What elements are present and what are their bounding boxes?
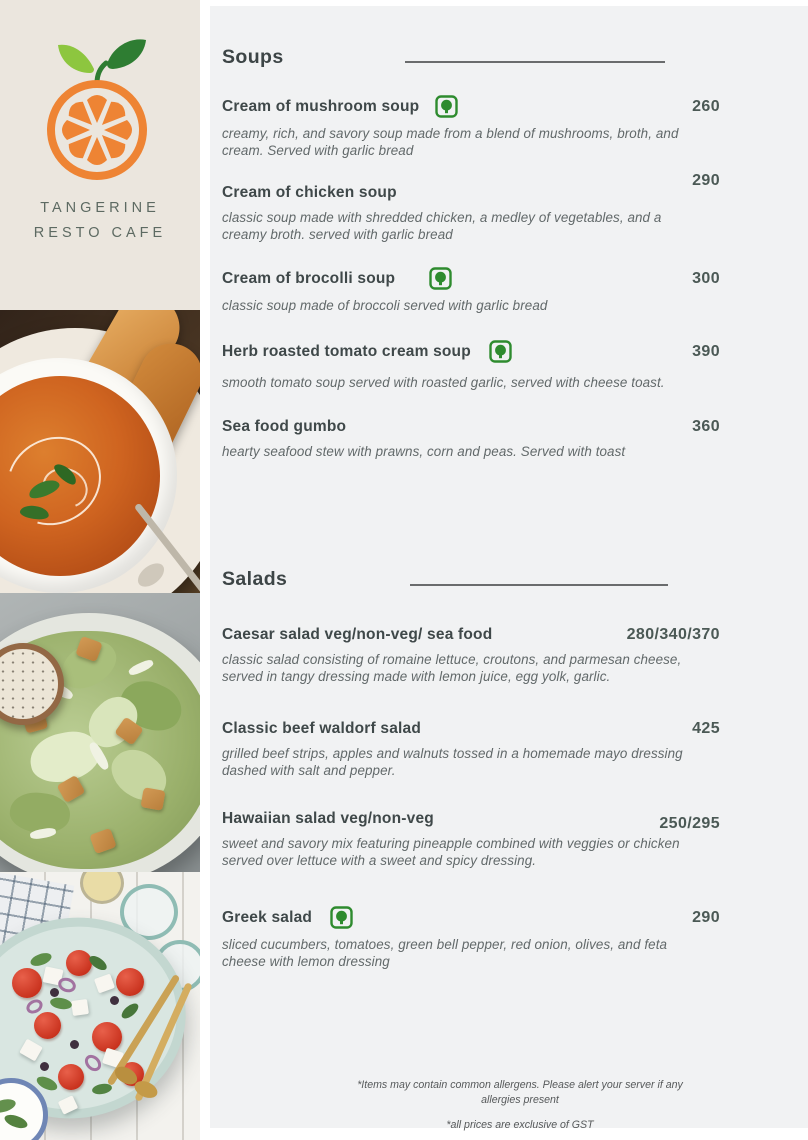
item-description: classic soup made with shredded chicken, a medley of vegetables, and a creamy broth. served with garlic bread [222, 210, 662, 243]
item-price: 250/295 [659, 815, 720, 832]
tomato [12, 968, 42, 998]
gst-note: *all prices are exclusive of GST [446, 1118, 594, 1131]
veg-icon [429, 267, 452, 290]
menu-item-cream-of-chicken-soup [222, 172, 720, 244]
brand-name-line1: TANGERINE [40, 200, 160, 216]
brand-name-line2: RESTO CAFE [33, 225, 167, 242]
item-price: 290 [692, 908, 720, 926]
tomato [116, 968, 144, 996]
drink-glass [80, 872, 124, 904]
item-name: Sea food gumbo [222, 418, 347, 435]
menu-item-classic-beef-waldorf-salad [222, 720, 720, 780]
item-description: classic salad consisting of romaine lettuce, croutons, and parmesan cheese, served in tangy dressing made with lemon juice, egg yolk, garlic. [222, 652, 682, 685]
item-name: Cream of mushroom soup [222, 97, 420, 115]
section-title-soups: Soups [222, 46, 284, 68]
menu-item-sea-food-gumbo [222, 418, 720, 460]
feta-cube [71, 999, 89, 1016]
allergen-note: *Items may contain common allergens. Please alert your server if any allergies present [357, 1079, 683, 1107]
item-description: sliced cucumbers, tomatoes, green bell pepper, red onion, olives, and feta cheese with lemon dressing [222, 937, 668, 970]
item-description: creamy, rich, and savory soup made from a blend of mushrooms, broth, and cream. Served with garlic bread [222, 126, 679, 159]
menu-item-caesar-salad [222, 626, 720, 686]
veg-icon [435, 95, 458, 118]
item-description: sweet and savory mix featuring pineapple combined with veggies or chicken served over lettuce with a sweet and spicy dressing. [222, 836, 680, 869]
menu-item-cream-of-mushroom-soup [222, 95, 720, 160]
menu-item-cream-of-brocolli-soup [222, 267, 720, 314]
menu-item-herb-roasted-tomato-cream-soup [222, 340, 720, 391]
tangerine-logo-icon [27, 24, 167, 189]
item-name: Hawaiian salad veg/non-veg [222, 810, 434, 827]
sidebar [0, 0, 200, 1140]
item-description: grilled beef strips, apples and walnuts tossed in a homemade mayo dressing dashed with salt and pepper. [222, 746, 683, 779]
section-divider [410, 584, 668, 586]
item-price: 290 [692, 172, 720, 189]
caesar-salad-photo [0, 593, 200, 872]
menu-item-hawaiian-salad [222, 810, 720, 870]
footnotes [330, 1078, 710, 1133]
item-price: 260 [692, 97, 720, 115]
section-divider [405, 61, 665, 63]
section-title-salads: Salads [222, 568, 288, 590]
item-price: 360 [692, 418, 720, 435]
item-name: Caesar salad veg/non-veg/ sea food [222, 626, 493, 643]
tomato-soup-photo [0, 310, 200, 593]
item-name: Cream of brocolli soup [222, 269, 396, 287]
tomato [34, 1012, 61, 1039]
tomato [58, 1064, 84, 1090]
menu-item-greek-salad [222, 906, 720, 971]
greek-salad-photo [0, 872, 200, 1140]
item-price: 425 [692, 720, 720, 737]
brand-name [0, 196, 200, 247]
item-price: 300 [692, 269, 720, 287]
item-name: Greek salad [222, 908, 313, 926]
item-name: Herb roasted tomato cream soup [222, 342, 471, 360]
tomato [66, 950, 92, 976]
item-description: smooth tomato soup served with roasted garlic, served with cheese toast. [222, 375, 665, 390]
item-description: hearty seafood stew with prawns, corn and peas. Served with toast [222, 444, 626, 459]
brand-logo-block [0, 0, 200, 310]
item-description: classic soup made of broccoli served with garlic bread [222, 298, 548, 313]
veg-icon [330, 906, 353, 929]
item-price: 280/340/370 [626, 626, 720, 643]
veg-icon [489, 340, 512, 363]
item-name: Cream of chicken soup [222, 184, 397, 201]
item-name: Classic beef waldorf salad [222, 720, 422, 737]
item-price: 390 [692, 342, 720, 360]
crouton [140, 787, 165, 811]
